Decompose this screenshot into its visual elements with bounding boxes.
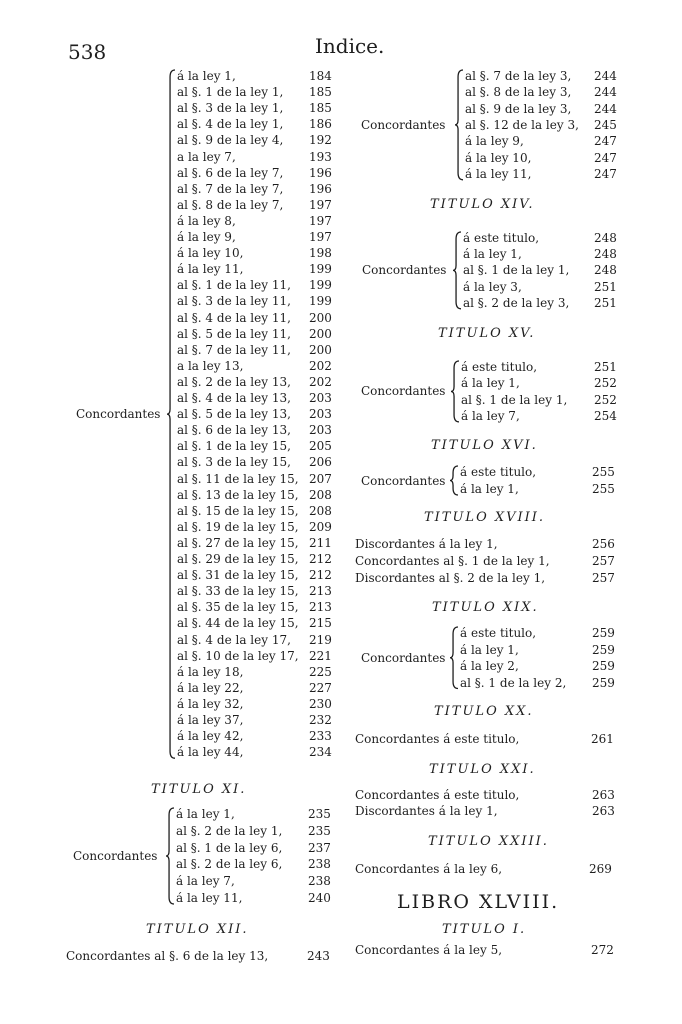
entry-page-number: 259 xyxy=(592,659,615,673)
concordantes-label: Concordantes xyxy=(361,474,446,488)
entry-text: al §. 33 de la ley 15, xyxy=(177,584,299,599)
entry-text: al §. 1 de la ley 11, xyxy=(177,278,291,293)
entry-page-number: 238 xyxy=(308,857,331,872)
entry-page-number: 193 xyxy=(309,149,332,164)
entry-text: á la ley 11, xyxy=(176,891,243,905)
entry-page-number: 196 xyxy=(309,181,332,196)
entry-text: Discordantes al §. 2 de la ley 1, xyxy=(355,571,546,585)
entry-page-number: 205 xyxy=(309,439,332,454)
entry-text: al §. 6 de la ley 13, xyxy=(177,423,291,438)
xx-entry-page: 261 xyxy=(591,732,614,746)
entry-page-number: 192 xyxy=(309,133,332,148)
entry-page-number: 230 xyxy=(309,696,332,711)
entry-page-number: 202 xyxy=(309,374,332,389)
entry-text: al §. 1 de la ley 1, xyxy=(461,392,568,407)
entry-page-number: 185 xyxy=(309,101,332,116)
entry-text: al §. 2 de la ley 6, xyxy=(176,857,283,872)
xx-entry-text: Concordantes á este titulo, xyxy=(355,732,520,746)
entry-text: al §. 1 de la ley 1, xyxy=(177,85,284,100)
titulo-xi-heading: TITULO XI. xyxy=(151,782,247,797)
brace-mark xyxy=(449,626,460,692)
entry-page-number: 196 xyxy=(309,165,332,180)
entry-text: al §. 1 de la ley 2, xyxy=(460,675,567,690)
entry-page-number: 244 xyxy=(594,101,617,116)
entry-page-number: 199 xyxy=(309,262,332,277)
entry-text: á la ley 1, xyxy=(460,482,519,496)
entry-text: á la ley 10, xyxy=(177,246,244,261)
entry-text: á la ley 44, xyxy=(177,745,244,760)
entry-text: Concordantes al §. 1 de la ley 1, xyxy=(355,554,550,568)
entry-page-number: 219 xyxy=(309,632,332,647)
entry-page-number: 208 xyxy=(309,503,332,518)
entry-text: al §. 2 de la ley 13, xyxy=(177,374,291,389)
entry-page-number: 257 xyxy=(592,554,615,568)
entry-text: al §. 10 de la ley 17, xyxy=(177,648,299,663)
entry-text: á la ley 1, xyxy=(177,69,236,83)
entry-page-number: 255 xyxy=(592,465,615,479)
entry-text: Discordantes á la ley 1, xyxy=(355,537,498,551)
entry-text: al §. 44 de la ley 15, xyxy=(177,616,299,631)
entry-text: al §. 2 de la ley 3, xyxy=(463,295,570,310)
entry-text: á la ley 1, xyxy=(461,376,520,391)
entry-page-number: 248 xyxy=(594,263,617,278)
entry-page-number: 203 xyxy=(309,391,332,405)
entry-page-number: 234 xyxy=(309,745,332,760)
entry-text: á la ley 1, xyxy=(463,247,522,262)
entry-text: al §. 4 de la ley 13, xyxy=(177,391,291,405)
entry-text: á la ley 7, xyxy=(176,874,235,889)
entry-text: al §. 9 de la ley 3, xyxy=(465,101,572,116)
xii-entry-page: 243 xyxy=(307,949,330,963)
entry-page-number: 247 xyxy=(594,166,617,181)
entry-page-number: 202 xyxy=(309,358,332,373)
entry-page-number: 199 xyxy=(309,278,332,293)
entry-text: al §. 13 de la ley 15, xyxy=(177,487,299,502)
entry-text: á la ley 11, xyxy=(465,166,532,181)
entry-text: á este titulo, xyxy=(463,231,540,245)
entry-page-number: 185 xyxy=(309,85,332,100)
entry-text: á la ley 1, xyxy=(176,807,235,821)
brace-mark xyxy=(450,360,461,425)
entry-page-number: 206 xyxy=(309,455,332,470)
entry-text: al §. 5 de la ley 13, xyxy=(177,407,291,422)
entry-page-number: 248 xyxy=(594,247,617,262)
entry-text: á este titulo, xyxy=(461,360,538,374)
entry-text: al §. 4 de la ley 17, xyxy=(177,632,291,647)
entry-text: á la ley 32, xyxy=(177,696,244,711)
entry-text: á la ley 2, xyxy=(460,659,519,673)
entry-page-number: 259 xyxy=(592,642,615,657)
entry-page-number: 197 xyxy=(309,230,332,244)
entry-page-number: 259 xyxy=(592,675,615,690)
xxiii-entry-page: 269 xyxy=(589,862,612,876)
entry-text: Discordantes á la ley 1, xyxy=(355,804,498,818)
entry-text: al §. 12 de la ley 3, xyxy=(465,117,579,132)
entry-text: Concordantes á este titulo, xyxy=(355,788,520,802)
entry-text: á la ley 9, xyxy=(177,230,236,244)
titulo-i-heading: TITULO I. xyxy=(442,922,527,937)
entry-page-number: 251 xyxy=(594,360,617,374)
entry-page-number: 235 xyxy=(308,823,331,838)
entry-page-number: 203 xyxy=(309,407,332,422)
entry-page-number: 252 xyxy=(594,376,617,391)
entry-page-number: 257 xyxy=(592,571,615,585)
entry-text: á la ley 37, xyxy=(177,713,244,727)
brace-mark xyxy=(454,69,465,183)
entry-text: á la ley 42, xyxy=(177,729,244,744)
entry-page-number: 186 xyxy=(309,117,332,132)
entry-page-number: 237 xyxy=(308,840,331,855)
entry-text: á la ley 9, xyxy=(465,134,524,149)
entry-page-number: 225 xyxy=(309,664,332,679)
entry-text: al §. 27 de la ley 15, xyxy=(177,535,299,550)
entry-text: al §. 7 de la ley 11, xyxy=(177,342,291,357)
entry-page-number: 255 xyxy=(592,482,615,496)
xxiii-entry-text: Concordantes á la ley 6, xyxy=(355,862,503,876)
entry-text: al §. 9 de la ley 4, xyxy=(177,133,284,148)
entry-page-number: 259 xyxy=(592,626,615,640)
entry-page-number: 213 xyxy=(309,584,332,599)
entry-page-number: 256 xyxy=(592,537,615,551)
titulo-xix-heading: TITULO XIX. xyxy=(432,600,539,615)
entry-page-number: 207 xyxy=(309,471,332,486)
entry-page-number: 197 xyxy=(309,213,332,228)
entry-text: á este titulo, xyxy=(460,626,537,640)
page-title: Indice. xyxy=(315,34,385,58)
entry-page-number: 244 xyxy=(594,85,617,100)
entry-text: á este titulo, xyxy=(460,465,537,479)
entry-text: a la ley 7, xyxy=(177,149,236,164)
entry-text: al §. 1 de la ley 6, xyxy=(176,840,283,855)
i-entry-page: 272 xyxy=(591,943,614,957)
entry-text: al §. 29 de la ley 15, xyxy=(177,552,299,566)
entry-text: al §. 19 de la ley 15, xyxy=(177,519,299,534)
entry-page-number: 245 xyxy=(594,117,617,132)
entry-page-number: 248 xyxy=(594,231,617,245)
entry-page-number: 263 xyxy=(592,788,615,802)
entry-text: al §. 6 de la ley 7, xyxy=(177,165,284,180)
entry-page-number: 221 xyxy=(309,648,332,663)
entry-text: al §. 8 de la ley 7, xyxy=(177,197,284,212)
entry-text: á la ley 3, xyxy=(463,279,522,294)
entry-text: al §. 5 de la ley 11, xyxy=(177,326,291,341)
entry-page-number: 247 xyxy=(594,150,617,165)
titulo-xv-heading: TITULO XV. xyxy=(438,326,536,341)
entry-text: á la ley 1, xyxy=(460,642,519,657)
entry-text: al §. 3 de la ley 11, xyxy=(177,294,291,309)
entry-page-number: 247 xyxy=(594,134,617,149)
entry-page-number: 184 xyxy=(309,69,332,83)
titulo-xii-heading: TITULO XII. xyxy=(146,922,249,937)
entry-page-number: 263 xyxy=(592,804,615,818)
titulo-xvi-heading: TITULO XVI. xyxy=(431,438,538,453)
entry-text: al §. 7 de la ley 7, xyxy=(177,181,284,196)
brace-mark xyxy=(166,69,177,761)
libro-heading: LIBRO XLVIII. xyxy=(397,891,560,913)
entry-text: á la ley 7, xyxy=(461,408,520,423)
entry-text: al §. 4 de la ley 1, xyxy=(177,117,284,132)
entry-text: al §. 15 de la ley 15, xyxy=(177,503,299,518)
entry-page-number: 211 xyxy=(309,535,332,550)
titulo-xiv-heading: TITULO XIV. xyxy=(430,197,535,212)
concordantes-label: Concordantes xyxy=(73,849,158,863)
i-entry-text: Concordantes á la ley 5, xyxy=(355,943,503,957)
entry-page-number: 252 xyxy=(594,392,617,407)
entry-page-number: 235 xyxy=(308,807,331,821)
entry-text: al §. 3 de la ley 15, xyxy=(177,455,291,470)
entry-text: á la ley 18, xyxy=(177,664,244,679)
entry-text: al §. 3 de la ley 1, xyxy=(177,101,284,116)
entry-page-number: 200 xyxy=(309,310,332,325)
titulo-xxi-heading: TITULO XXI. xyxy=(429,762,536,777)
entry-page-number: 240 xyxy=(308,891,331,905)
entry-text: á la ley 10, xyxy=(465,150,532,165)
entry-page-number: 212 xyxy=(309,552,332,566)
entry-page-number: 238 xyxy=(308,874,331,889)
entry-text: á la ley 8, xyxy=(177,213,236,228)
entry-page-number: 200 xyxy=(309,326,332,341)
entry-page-number: 198 xyxy=(309,246,332,261)
titulo-xx-heading: TITULO XX. xyxy=(434,704,534,719)
titulo-xviii-heading: TITULO XVIII. xyxy=(424,510,546,525)
entry-text: al §. 4 de la ley 11, xyxy=(177,310,291,325)
entry-page-number: 212 xyxy=(309,568,332,583)
entry-text: al §. 2 de la ley 1, xyxy=(176,823,283,838)
entry-page-number: 227 xyxy=(309,680,332,695)
concordantes-label: Concordantes xyxy=(76,407,161,421)
entry-page-number: 232 xyxy=(309,713,332,727)
entry-text: al §. 1 de la ley 15, xyxy=(177,439,291,454)
brace-mark xyxy=(165,807,176,907)
entry-page-number: 209 xyxy=(309,519,332,534)
brace-mark xyxy=(449,465,460,498)
entry-page-number: 208 xyxy=(309,487,332,502)
entry-text: al §. 7 de la ley 3, xyxy=(465,69,572,83)
entry-page-number: 203 xyxy=(309,423,332,438)
entry-text: al §. 31 de la ley 15, xyxy=(177,568,299,583)
concordantes-label: Concordantes xyxy=(361,651,446,665)
entry-text: a la ley 13, xyxy=(177,358,244,373)
entry-text: al §. 11 de la ley 15, xyxy=(177,471,299,486)
entry-page-number: 215 xyxy=(309,616,332,631)
entry-page-number: 213 xyxy=(309,600,332,615)
entry-page-number: 199 xyxy=(309,294,332,309)
concordantes-label: Concordantes xyxy=(362,263,447,277)
entry-page-number: 233 xyxy=(309,729,332,744)
titulo-xxiii-heading: TITULO XXIII. xyxy=(428,834,549,849)
concordantes-label: Concordantes xyxy=(361,384,446,398)
entry-text: á la ley 11, xyxy=(177,262,244,277)
entry-text: al §. 1 de la ley 1, xyxy=(463,263,570,278)
entry-text: al §. 8 de la ley 3, xyxy=(465,85,572,100)
entry-page-number: 200 xyxy=(309,342,332,357)
concordantes-label: Concordantes xyxy=(361,118,446,132)
entry-page-number: 251 xyxy=(594,279,617,294)
entry-page-number: 244 xyxy=(594,69,617,83)
page-number: 538 xyxy=(68,40,107,64)
entry-page-number: 254 xyxy=(594,408,617,423)
brace-mark xyxy=(452,231,463,312)
entry-page-number: 197 xyxy=(309,197,332,212)
entry-page-number: 251 xyxy=(594,295,617,310)
entry-text: á la ley 22, xyxy=(177,680,244,695)
entry-text: al §. 35 de la ley 15, xyxy=(177,600,299,615)
xii-entry-text: Concordantes al §. 6 de la ley 13, xyxy=(66,949,269,963)
